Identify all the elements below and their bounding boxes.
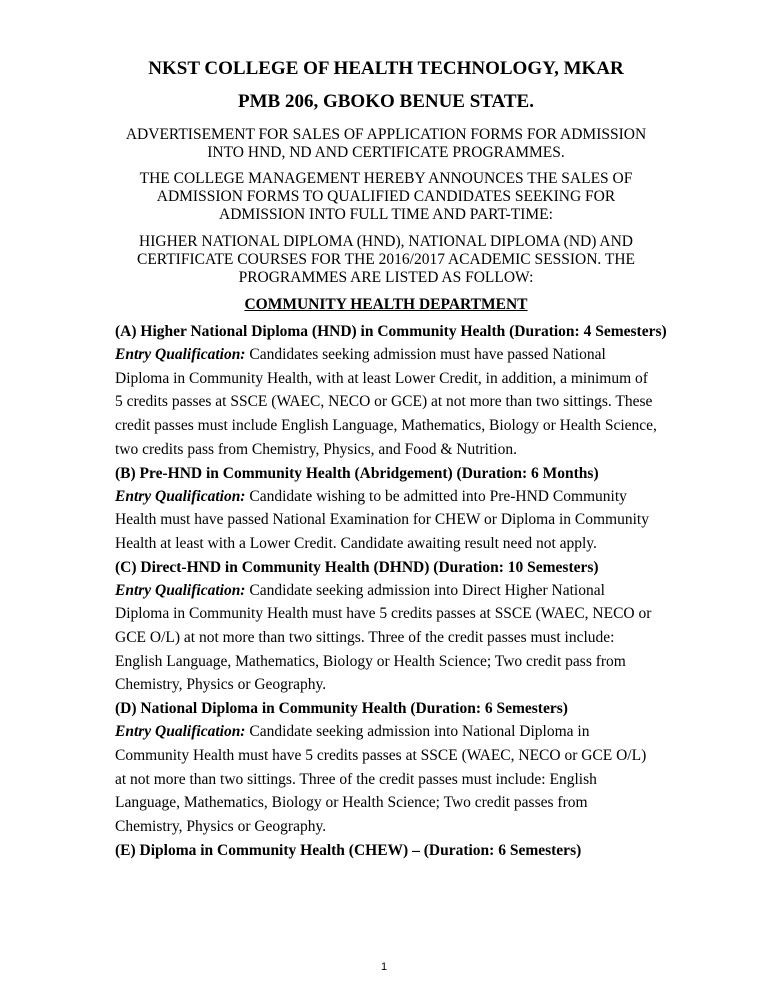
page-number: 1	[380, 961, 388, 973]
section-heading-a: (A) Higher National Diploma (HND) in Community Health (Duration: 4 Semesters)	[115, 323, 667, 340]
document-content	[115, 53, 667, 862]
college-name-title: NKST COLLEGE OF HEALTH TECHNOLOGY, MKAR	[148, 58, 624, 79]
section-text-a	[115, 343, 657, 462]
department-heading: COMMUNITY HEALTH DEPARTMENT	[244, 296, 528, 313]
entry-qualification-text: Candidate seeking admission into National Diploma in Community Health must have 5 credits passes at SSCE (WAEC, NECO or GCE O/L) at not more than two sittings. Three of the credit passes must include: English Language, Mathematics, Biology or Health Science; Two credit passes from Chemistry, Physics or Geography.	[115, 723, 647, 835]
section-heading-c: (C) Direct-HND in Community Health (DHND) (Duration: 10 Semesters)	[115, 558, 599, 576]
section-heading-d: (D) National Diploma in Community Health (Duration: 6 Semesters)	[115, 700, 568, 718]
entry-qualification-label: Entry Qualification:	[115, 346, 246, 363]
advertisement-line: ADVERTISEMENT FOR SALES OF APPLICATION FORMS FOR ADMISSION INTO HND, ND AND CERTIFICATE PROGRAMMES.	[125, 126, 647, 161]
college-address-title: PMB 206, GBOKO BENUE STATE.	[238, 91, 534, 112]
entry-qualification-text: Candidates seeking admission must have passed National Diploma in Community Health, with at least Lower Credit, in addition, a minimum of 5 credits passes at SSCE (WAEC, NECO or GCE) at not more than two sittings. These credit passes must include English Language, Mathematics, Biology or Health Science, two credits pass from Chemistry, Physics, and Food & Nutrition.	[115, 346, 657, 458]
section-text-c	[115, 579, 657, 698]
section-text-d	[115, 720, 657, 839]
entry-qualification-label: Entry Qualification:	[115, 723, 246, 741]
section-text-b	[115, 485, 657, 556]
entry-qualification-text: Candidate seeking admission into Direct Higher National Diploma in Community Health must have 5 credits passes at SSCE (WAEC, NECO or GCE O/L) at not more than two sittings. Three of the credit passes must include: English Language, Mathematics, Biology or Health Science; Two credit pass from Chemistry, Physics or Geography.	[115, 581, 652, 694]
entry-qualification-label: Entry Qualification:	[115, 487, 246, 505]
section-heading-e: (E) Diploma in Community Health (CHEW) – (Duration: 6 Semesters)	[115, 841, 582, 859]
programmes-line: HIGHER NATIONAL DIPLOMA (HND), NATIONAL DIPLOMA (ND) AND CERTIFICATE COURSES FOR THE 2016/2017 ACADEMIC SESSION. THE PROGRAMMES ARE LISTED AS FOLLOW:	[137, 233, 635, 286]
announcement-line: THE COLLEGE MANAGEMENT HEREBY ANNOUNCES THE SALES OF ADMISSION FORMS TO QUALIFIED CANDIDATES SEEKING FOR ADMISSION INTO FULL TIME AND PART-TIME:	[139, 170, 633, 223]
section-heading-b: (B) Pre-HND in Community Health (Abridgement) (Duration: 6 Months)	[115, 464, 599, 482]
programme-sections	[115, 320, 667, 862]
entry-qualification-label: Entry Qualification:	[115, 581, 246, 599]
entry-qualification-text: Candidate wishing to be admitted into Pre-HND Community Health must have passed National Examination for CHEW or Diploma in Community Health at least with a Lower Credit. Candidate awaiting result need not apply.	[115, 487, 649, 552]
